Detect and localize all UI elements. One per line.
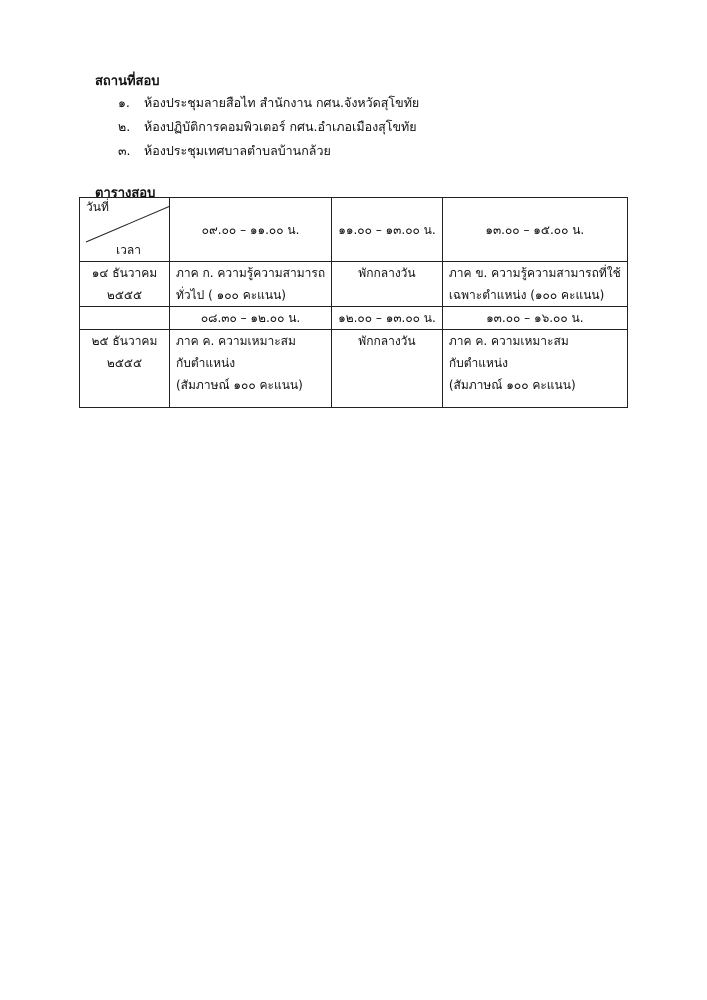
year-line: ๒๕๕๕	[106, 356, 143, 370]
corner-cell	[80, 198, 170, 262]
venue-item-text: ห้องประชุมลายสือไท สำนักงาน กศน.จังหวัดสุโขทัย	[144, 95, 420, 110]
date-line: ๒๕ ธันวาคม	[91, 334, 158, 348]
exam-cell	[442, 330, 627, 408]
sub-time-cell: ๑๒.๐๐ – ๑๓.๐๐ น.	[332, 307, 443, 330]
break-cell: พักกลางวัน	[332, 330, 443, 408]
venue-item-text: ห้องประชุมเทศบาลตำบลบ้านกล้วย	[144, 143, 331, 158]
empty-cell	[80, 307, 170, 330]
date-cell	[80, 330, 170, 408]
schedule-table	[79, 197, 628, 408]
venue-item	[118, 141, 419, 165]
sub-time-row	[80, 307, 628, 330]
exam-line: เฉพาะตำแหน่ง (๑๐๐ คะแนน)	[448, 288, 605, 302]
header-time-cell: ๑๓.๐๐ – ๑๕.๐๐ น.	[442, 198, 627, 262]
table-row	[80, 330, 628, 408]
venue-item	[118, 93, 419, 117]
corner-day-label: วันที่	[86, 200, 109, 214]
exam-line: กับตำแหน่ง	[448, 356, 508, 370]
exam-line: ทั่วไป ( ๑๐๐ คะแนน)	[176, 288, 286, 302]
table-header-row	[80, 198, 628, 262]
exam-line: (สัมภาษณ์ ๑๐๐ คะแนน)	[176, 378, 303, 392]
exam-line: ภาค ก. ความรู้ความสามารถ	[176, 266, 326, 280]
exam-line: (สัมภาษณ์ ๑๐๐ คะแนน)	[448, 378, 576, 392]
venue-item-number: ๓.	[118, 143, 131, 158]
venue-heading: สถานที่สอบ	[95, 74, 160, 89]
header-time-cell: ๑๑.๐๐ – ๑๓.๐๐ น.	[332, 198, 443, 262]
schedule-heading: ตารางสอบ	[95, 186, 156, 201]
exam-cell	[170, 330, 332, 408]
date-line: ๑๔ ธันวาคม	[91, 266, 158, 280]
sub-time-cell: ๐๘.๓๐ – ๑๒.๐๐ น.	[170, 307, 332, 330]
venue-item	[118, 117, 419, 141]
exam-cell	[442, 262, 627, 307]
exam-line: ภาค ข. ความรู้ความสามารถที่ใช้	[448, 266, 621, 280]
corner-time-label: เวลา	[116, 243, 141, 257]
exam-cell	[170, 262, 332, 307]
sub-time-cell: ๑๓.๐๐ – ๑๖.๐๐ น.	[442, 307, 627, 330]
exam-line: ภาค ค. ความเหมาะสม	[176, 334, 296, 348]
break-cell: พักกลางวัน	[332, 262, 443, 307]
header-time-cell: ๐๙.๐๐ – ๑๑.๐๐ น.	[170, 198, 332, 262]
venue-item-number: ๒.	[118, 119, 131, 134]
date-cell	[80, 262, 170, 307]
table-row	[80, 262, 628, 307]
venue-item-text: ห้องปฏิบัติการคอมพิวเตอร์ กศน.อำเภอเมืองสุโขทัย	[144, 119, 417, 134]
venue-item-number: ๑.	[118, 95, 130, 110]
venue-list	[118, 93, 419, 165]
exam-line: กับตำแหน่ง	[176, 356, 236, 370]
exam-line: ภาค ค. ความเหมาะสม	[448, 334, 569, 348]
year-line: ๒๕๕๕	[106, 288, 143, 302]
